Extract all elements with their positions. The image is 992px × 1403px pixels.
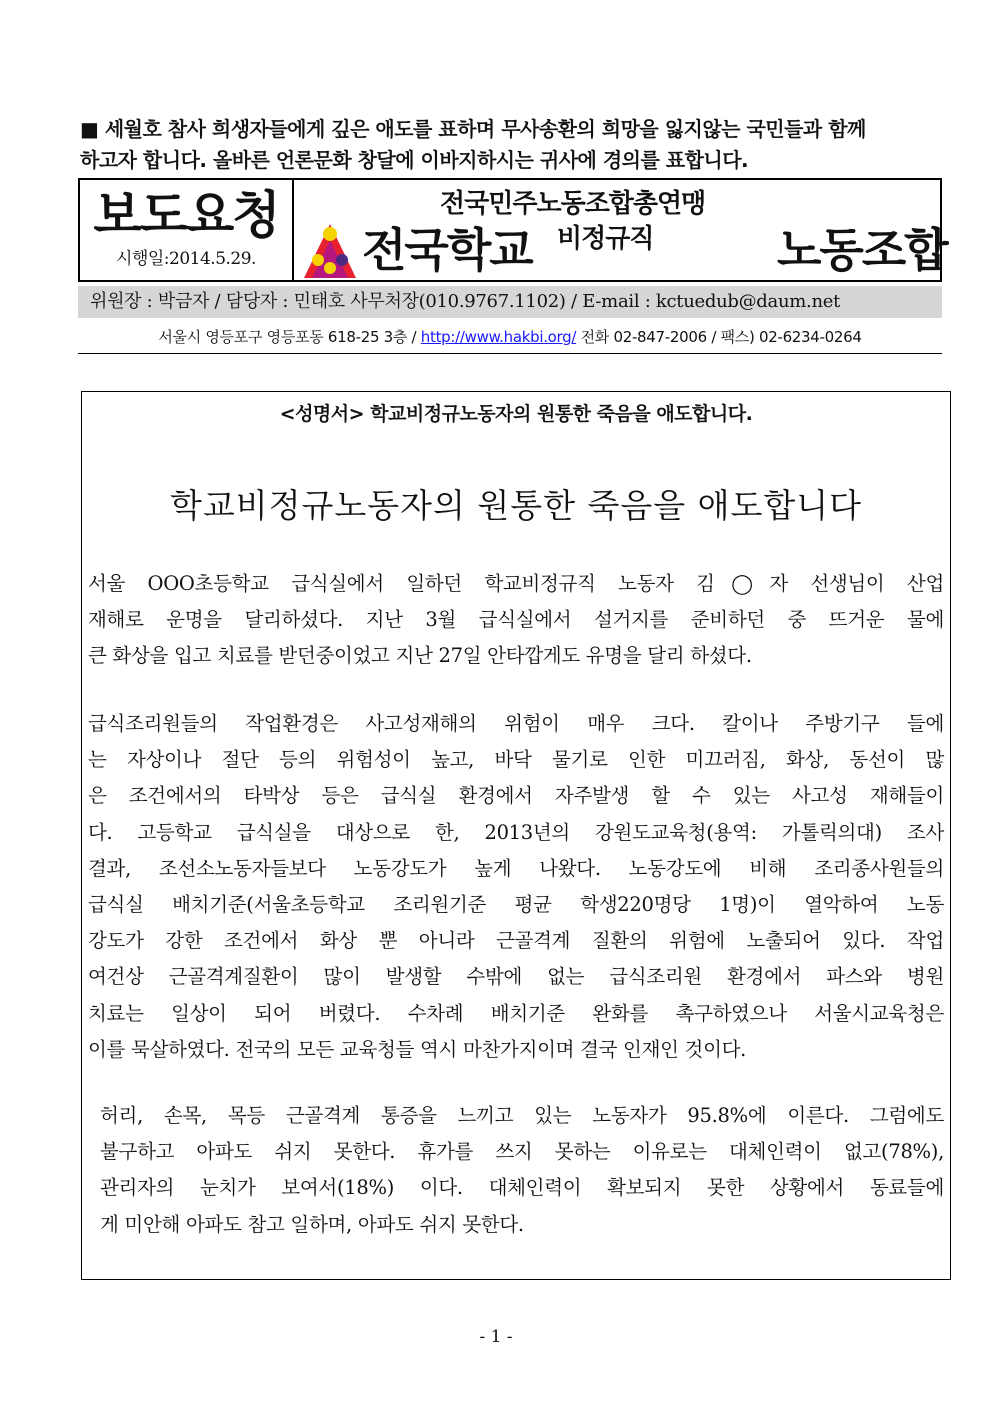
union-name-part-1: 전국학교 [362,223,532,277]
statement-title: 학교비정규노동자의 원통한 죽음을 애도합니다 [169,486,863,525]
paragraph-line: 은 조건에서의 타박상 등은 급식실 환경에서 자주발생 할 수 있는 사고성 재해들이 [88,784,944,808]
press-header [78,178,947,282]
notice-banner [80,114,930,176]
request-cell [80,180,294,280]
request-title: 보도요청 [93,186,279,244]
header-divider [78,353,942,354]
paragraph-line: 허리, 손목, 목등 근골격계 통증을 느끼고 있는 노동자가 95.8%에 이른다. 그럼에도 [100,1104,944,1127]
statement-label: <성명서> 학교비정규노동자의 원통한 죽음을 애도합니다. [279,403,753,425]
paragraph-line: 이를 묵살하였다. 전국의 모든 교육청들 역시 마찬가지이며 결국 인재인 것이다. [88,1037,747,1061]
phone-fax-text: 전화 02-847-2006 / 팩스) 02-6234-0264 [576,328,862,346]
issue-date: 시행일:2014.5.29. [116,249,256,269]
paragraph-1 [88,566,944,675]
paragraph-line: 는 자상이나 절단 등의 위험성이 높고, 바닥 물기로 인한 미끄러짐, 화상, 동선이 많 [88,748,944,772]
website-link[interactable]: http://www.hakbi.org/ [420,328,577,346]
paragraph-line: 관리자의 눈치가 보여서(18%) 이다. 대체인력이 확보되지 못한 상황에서 동료들에 [100,1176,944,1200]
contact-bar: 위원장 : 박금자 / 담당자 : 민태호 사무처장(010.9767.1102) / E-mail : kctuedub@daum.net [78,286,942,318]
paragraph-line: 결과, 조선소노동자들보다 노동강도가 높게 나왔다. 노동강도에 비해 조리종사원들의 [88,856,944,880]
paragraph-line: 여건상 근골격계질환이 많이 발생할 수밖에 없는 급식조리원 환경에서 파스와 병원 [88,965,944,989]
union-name-part-2: 비정규직 [557,224,654,254]
paragraph-line: 서울 OOO초등학교 급식실에서 일하던 학교비정규직 노동자 김◯자 선생님이 산업 [88,572,944,595]
paragraph-line: 치료는 일상이 되어 버렸다. 수차례 배치기준 완화를 촉구하였으나 서울시교육청은 [88,1001,944,1025]
paragraph-line: 큰 화상을 입고 치료를 받던중이었고 지난 27일 안타깝게도 유명을 달리 하셨다. [88,644,752,668]
paragraph-2 [88,706,944,1068]
page-number: - 1 - [479,1327,513,1347]
paragraph-line: 급식실 배치기준(서울초등학교 조리원기준 평균 학생220명당 1명)이 열악하여 노동 [88,892,944,916]
paragraph-line: 강도가 강한 조건에서 화상 뿐 아니라 근골격계 질환의 위험에 노출되어 있다. 작업 [88,929,944,953]
paragraph-line: 게 미안해 아파도 참고 일하며, 아파도 쉬지 못한다. [100,1212,524,1236]
notice-line-2: 하고자 합니다. 올바른 언론문화 창달에 이바지하시는 귀사에 경의를 표합니다. [80,148,749,172]
union-name-part-3: 노동조합 [777,223,947,277]
statement-box [81,391,951,1280]
paragraph-line: 재해로 운명을 달리하셨다. 지난 3월 급식실에서 설거지를 준비하던 중 뜨거운 물에 [88,608,944,632]
paragraph-line: 다. 고등학교 급식실을 대상으로 한, 2013년의 강원도교육청(용역: 가톨릭의대) 조사 [88,820,944,844]
paragraph-line: 불구하고 아파도 쉬지 못한다. 휴가를 쓰지 못하는 이유로는 대체인력이 없고(78%), [100,1140,944,1164]
address-line [78,322,942,352]
notice-line-1: ■ 세월호 참사 희생자들에게 깊은 애도를 표하며 무사송환의 희망을 잃지않는 국민들과 함께 [80,117,866,141]
union-logo-icon [302,222,358,280]
federation-name: 전국민주노동조합총연맹 [440,189,706,219]
paragraph-3 [100,1098,944,1243]
paragraph-line: 급식조리원들의 작업환경은 사고성재해의 위험이 매우 크다. 칼이나 주방기구 들에 [88,712,944,735]
union-name [362,222,947,280]
address-text: 서울시 영등포구 영등포동 618-25 3층 / [158,328,421,346]
